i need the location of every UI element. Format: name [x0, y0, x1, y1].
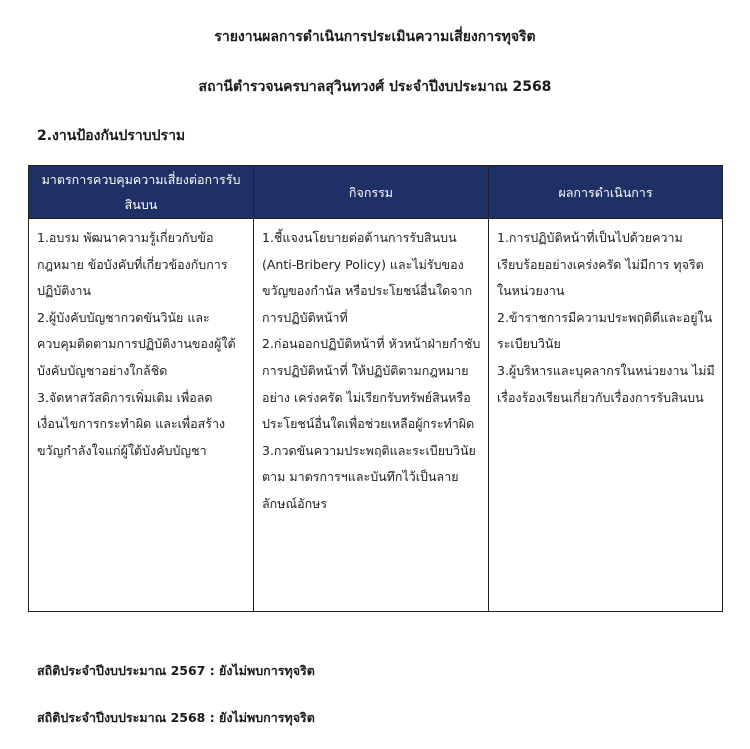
- risk-table: [28, 165, 723, 612]
- table-header-row: [29, 166, 723, 219]
- result-item: 2.ข้าราชการมีความประพฤติดีและอยู่ในระเบียบวินัย: [497, 309, 713, 352]
- measure-item: 2.ผู้บังคับบัญชากวดขันวินัย และควบคุมติดตามการปฏิบัติงานของผู้ใต้บังคับบัญชาอย่างใกล้ชิด: [37, 309, 236, 378]
- header-activities: กิจกรรม: [254, 166, 489, 219]
- activity-item: 2.ก่อนออกปฏิบัติหน้าที่ หัวหน้าฝ่ายกำชับการปฏิบัติหน้าที่ ให้ปฏิบัติตามกฎหมายอย่าง เคร่งครัด ไม่เรียกรับทรัพย์สินหรือประโยชน์อื่นใดเพื่อช่วยเหลือผู้กระทำผิด: [262, 336, 481, 432]
- cell-results: [489, 219, 723, 612]
- table-row: [29, 219, 723, 612]
- statistic-2567: สถิติประจำปีงบประมาณ 2567 : ยังไม่พบการทุจริต: [37, 663, 315, 678]
- report-title: รายงานผลการดำเนินการประเมินความเสี่ยงการทุจริต: [214, 29, 536, 45]
- result-item: 3.ผู้บริหารและบุคลากรในหน่วยงาน ไม่มีเรื่องร้องเรียนเกี่ยวกับเรื่องการรับสินบน: [497, 362, 715, 405]
- result-item: 1.การปฏิบัติหน้าที่เป็นไปด้วยความเรียบร้อยอย่างเคร่งครัด ไม่มีการ ทุจริตในหน่วยงาน: [497, 230, 704, 299]
- measure-item: 3.จัดหาสวัสดิการเพิ่มเติม เพื่อลดเงื่อนไขการกระทำผิด และเพื่อสร้างขวัญกำลังใจแก่ผู้ใต้บังคับบัญชา: [37, 389, 226, 458]
- report-subtitle: สถานีตำรวจนครบาลสุวินทวงศ์ ประจำปีงบประมาณ 2568: [198, 79, 552, 95]
- measure-item: 1.อบรม พัฒนาความรู้เกี่ยวกับข้อกฎหมาย ข้อบังคับที่เกี่ยวข้องกับการปฏิบัติงาน: [37, 230, 228, 299]
- statistic-2568: สถิติประจำปีงบประมาณ 2568 : ยังไม่พบการทุจริต: [37, 710, 315, 725]
- header-measures: มาตรการควบคุมความเสี่ยงต่อการรับสินบน: [29, 166, 254, 219]
- activity-item: 1.ชี้แจงนโยบายต่อต้านการรับสินบน (Anti-Bribery Policy) และไม่รับของขวัญของกำนัล หรือประโยชน์อื่นใดจากการปฏิบัติหน้าที่: [262, 230, 473, 325]
- section-heading: 2.งานป้องกันปราบปราม: [37, 128, 186, 144]
- activity-item: 3.กวดขันความประพฤติและระเบียบวินัยตาม มาตรการฯและบันทึกไว้เป็นลายลักษณ์อักษร: [262, 442, 476, 511]
- cell-measures: [29, 219, 254, 612]
- cell-activities: [254, 219, 489, 612]
- header-results: ผลการดำเนินการ: [489, 166, 723, 219]
